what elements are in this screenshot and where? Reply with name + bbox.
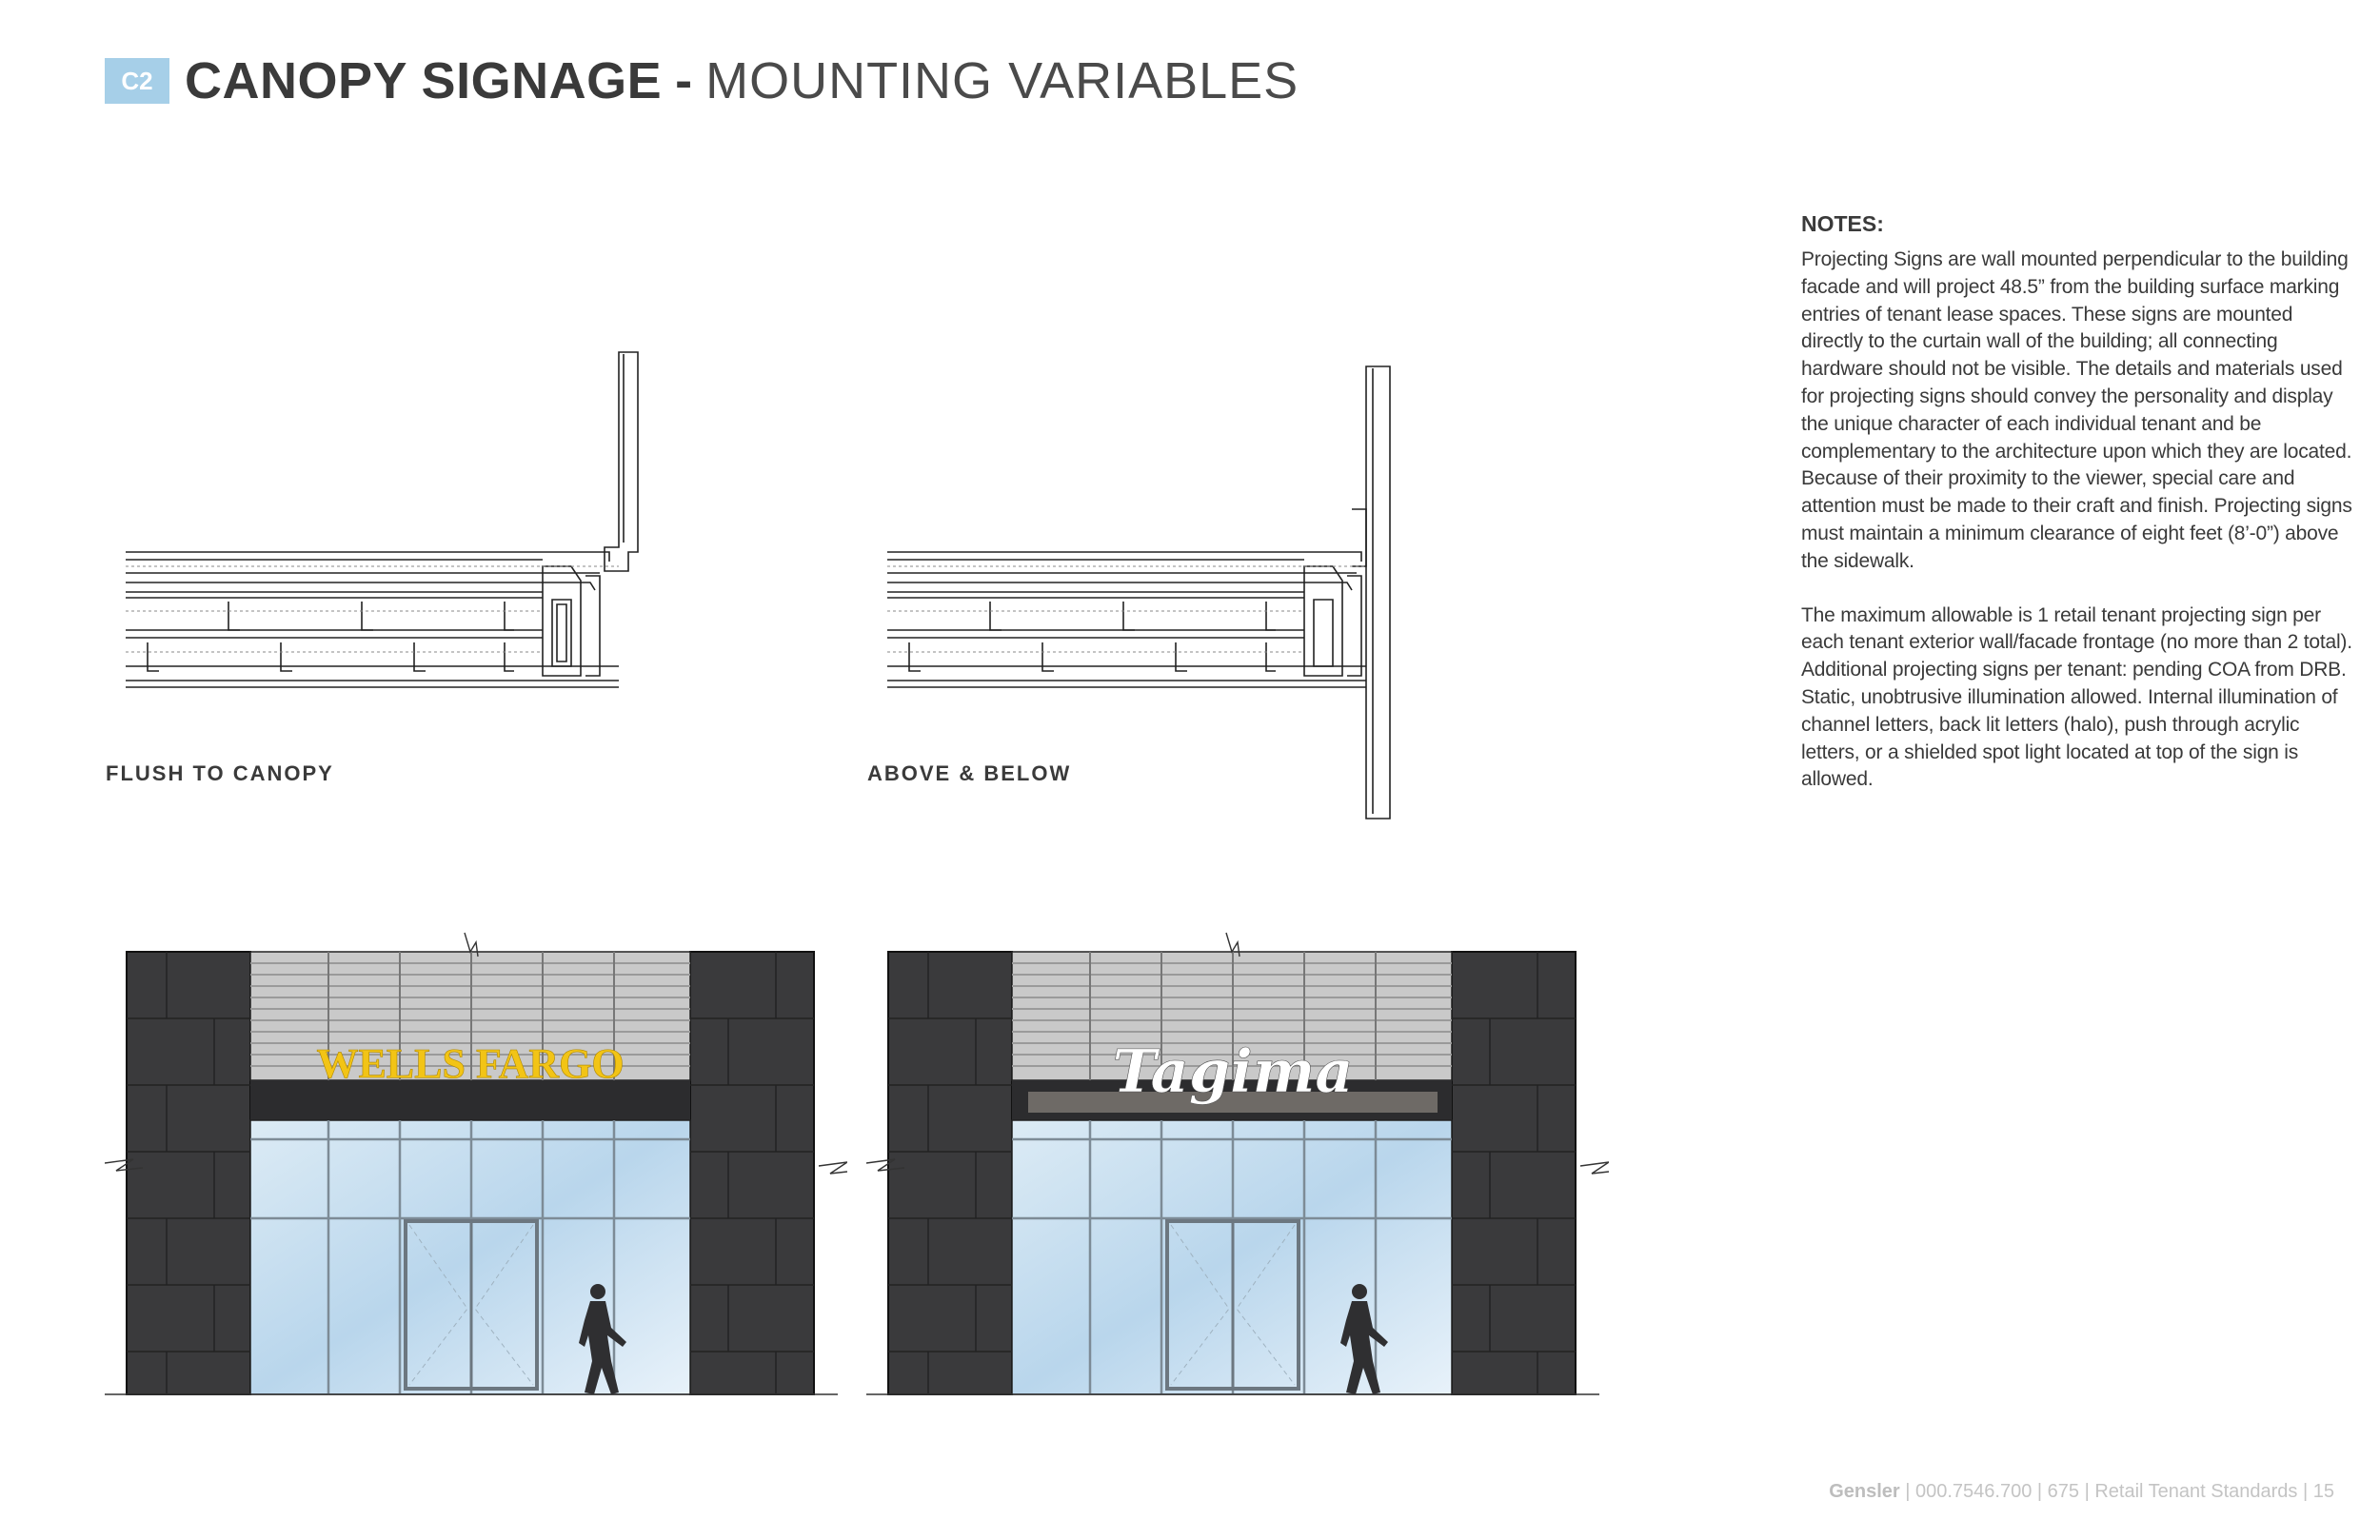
storefront-sign-tagima: Tagima	[1112, 1037, 1354, 1106]
storefront-elevation-above-below	[866, 928, 1609, 1404]
footer-text: | 000.7546.700 | 675 | Retail Tenant Standards | 15	[1899, 1481, 2334, 1502]
section-badge: C2	[105, 58, 169, 104]
storefront-elevation-flush	[105, 928, 847, 1404]
notes-title: NOTES:	[1801, 211, 1884, 236]
storefront-sign-wells-fargo: WELLS FARGO	[316, 1040, 625, 1087]
footer-brand: Gensler	[1829, 1481, 1900, 1502]
canopy-section-detail-flush	[124, 343, 657, 704]
page-footer	[1829, 1481, 2334, 1503]
section-label-flush-to-canopy: FLUSH TO CANOPY	[106, 761, 334, 785]
notes-paragraph-2: The maximum allowable is 1 retail tenant projecting sign per each tenant exterior wall/facade frontage (no more than 2 total). Additional projecting signs per tenant: pending COA from DRB. Static, unobtrusive illumination allowed. Internal illumination of channel letters, back lit letters (halo), push through acrylic letters, or a shielded spot light located at top of the sign is allowed.	[1801, 603, 2352, 791]
page-header	[105, 48, 1299, 114]
section-label-above-below: ABOVE & BELOW	[867, 761, 1072, 785]
page-title: CANOPY SIGNAGE	[185, 52, 663, 109]
notes-paragraph-1: Projecting Signs are wall mounted perpendicular to the building facade and will project 48.5” from the building surface marking entries of tenant lease spaces. These signs are mounted directly to the curtain wall of the building; all connecting hardware should not be visible. The details and materials used for projecting signs should convey the personality and display the unique character of each individual tenant and be complementary to the architecture upon which they are located. Because of their proximity to the viewer, special care and attention must be made to their craft and finish. Projecting signs must maintain a minimum clearance of eight feet (8’-0”) above the sidewalk.	[1801, 248, 2352, 572]
page-subtitle: MOUNTING VARIABLES	[705, 52, 1299, 109]
title-separator: -	[675, 52, 693, 109]
notes-panel	[1801, 211, 2353, 820]
